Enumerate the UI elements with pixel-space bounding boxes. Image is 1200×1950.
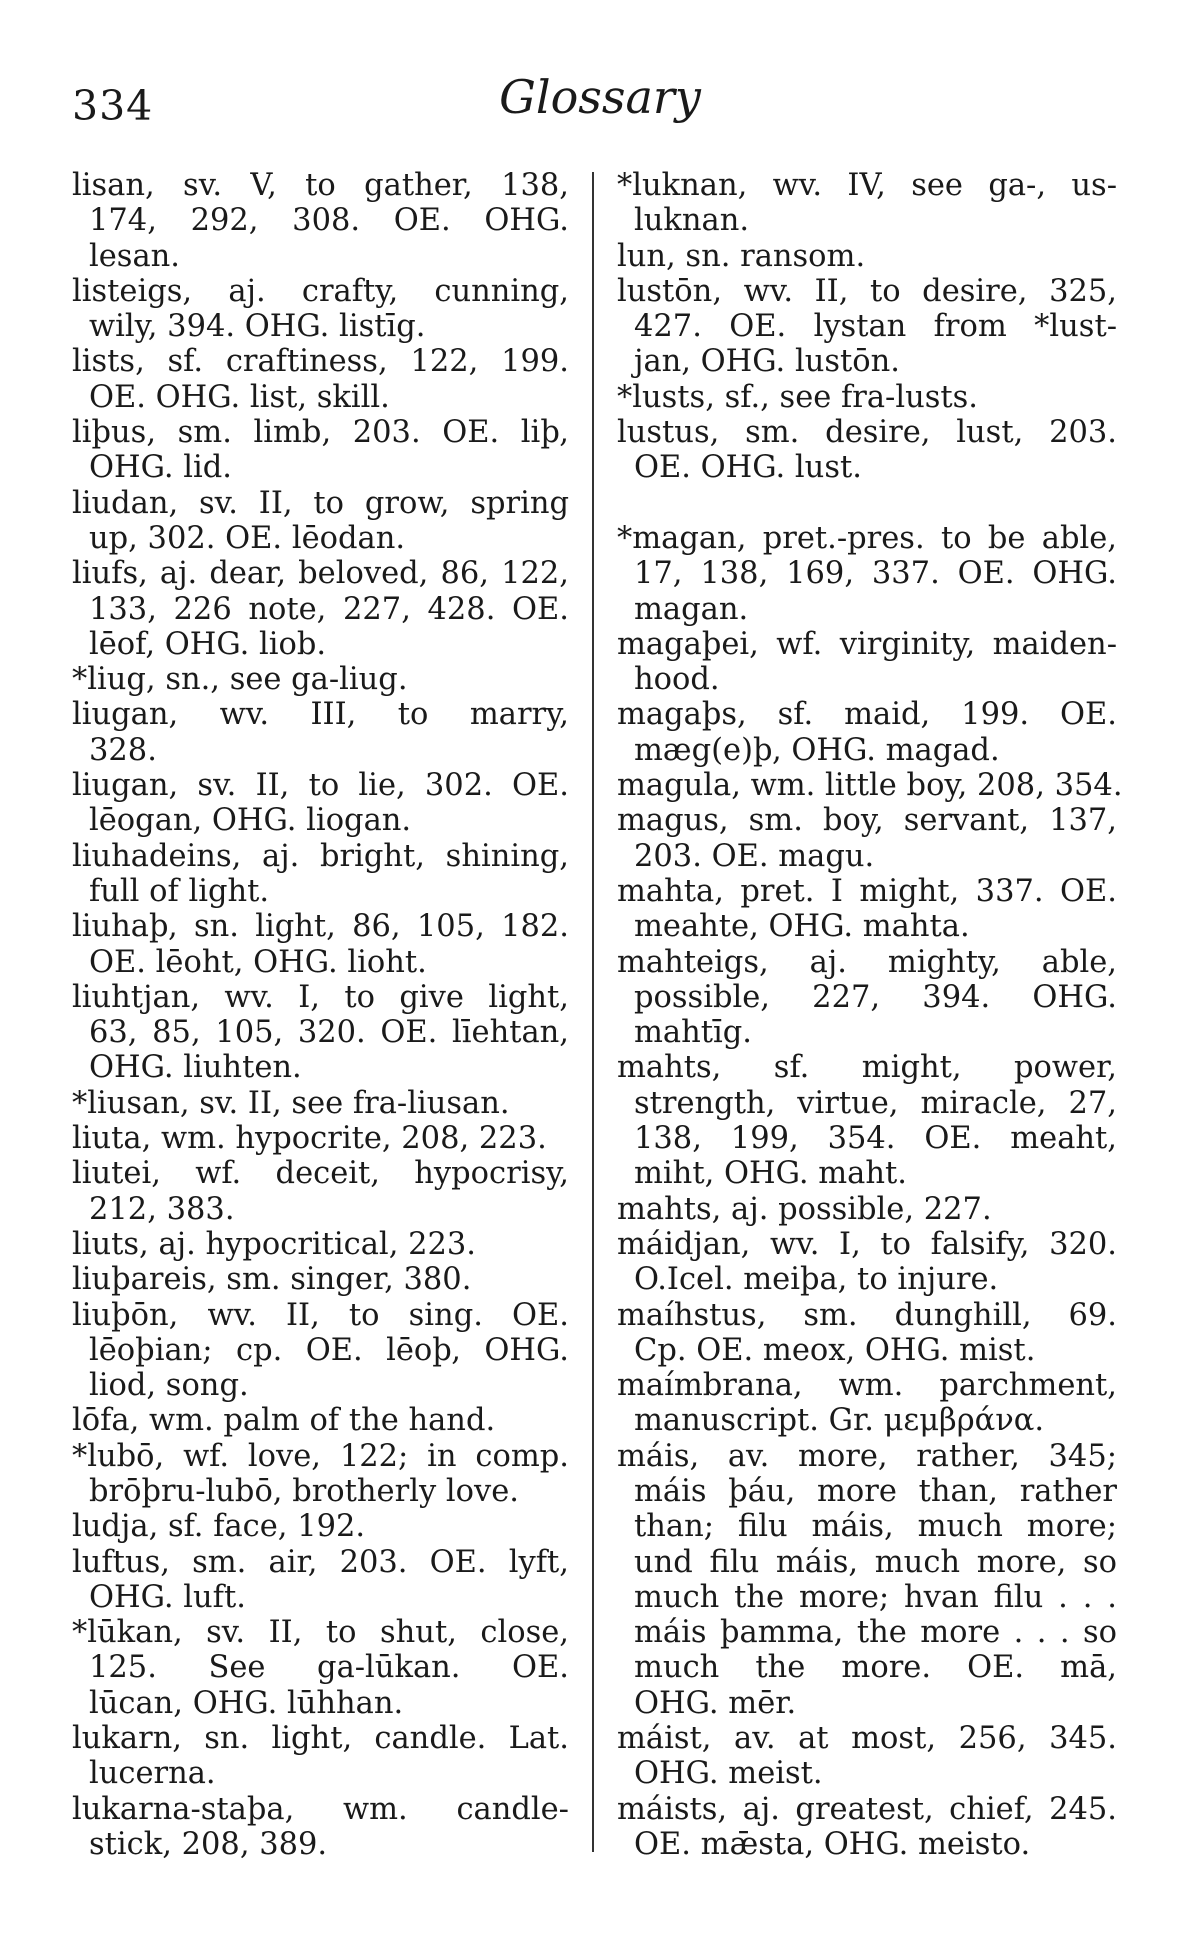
glossary-entry	[617, 697, 1117, 768]
entry-headline: *liusan, sv. II, see fra-liusan.	[72, 1085, 510, 1121]
running-title: Glossary	[499, 70, 701, 124]
entry-continuation: lūcan, OHG. lūhhan.	[89, 1685, 404, 1721]
entry-continuation: OE. OHG. list, skill.	[89, 379, 390, 415]
entry-continuation: 138, 199, 354. OE. meaht,	[634, 1121, 1117, 1157]
glossary-entry	[617, 874, 1117, 945]
entry-headline: magaþei, wf. virginity, maiden-	[617, 626, 1117, 662]
glossary-entry	[617, 1721, 1117, 1792]
entry-continuation: possible, 227, 394. OHG.	[634, 979, 1117, 1015]
entry-continuation: magan.	[634, 591, 749, 627]
entry-headline: maímbrana, wm. parchment,	[617, 1368, 1117, 1404]
glossary-entry	[72, 1721, 569, 1792]
glossary-entry	[72, 697, 569, 768]
entry-continuation: 133, 226 note, 227, 428. OE.	[89, 591, 569, 627]
entry-headline: máists, aj. greatest, chief, 245.	[617, 1791, 1117, 1827]
glossary-entry	[617, 415, 1117, 486]
glossary-entry	[617, 1050, 1117, 1191]
glossary-entry	[72, 1086, 569, 1121]
entry-headline: lun, sn. ransom.	[617, 238, 866, 274]
glossary-entry	[72, 344, 569, 415]
entry-headline: magaþs, sf. maid, 199. OE.	[617, 697, 1117, 733]
entry-headline: liutei, wf. deceit, hypocrisy,	[72, 1156, 569, 1192]
entry-continuation: máis þamma, the more . . . so	[634, 1615, 1117, 1651]
entry-headline: listeigs, aj. crafty, cunning,	[72, 273, 569, 309]
glossary-entry	[617, 380, 1117, 415]
glossary-entry	[617, 1227, 1117, 1298]
glossary-entry	[72, 839, 569, 910]
entry-continuation: hood.	[634, 662, 720, 698]
glossary-entry	[617, 521, 1117, 627]
glossary-entry	[617, 768, 1123, 804]
glossary-entry	[617, 1439, 1117, 1721]
entry-headline: liþus, sm. limb, 203. OE. liþ,	[72, 415, 569, 451]
entry-headline: liudan, sv. II, to grow, spring	[72, 485, 569, 521]
glossary-entry	[72, 768, 569, 839]
glossary-entry	[617, 1298, 1117, 1369]
entry-continuation: miht, OHG. maht.	[634, 1156, 907, 1192]
glossary-entry	[72, 1545, 569, 1616]
glossary-entry	[617, 1792, 1117, 1863]
page-number: 334	[72, 82, 154, 130]
entry-continuation: jan, OHG. lustōn.	[634, 344, 900, 380]
glossary-entry	[72, 168, 569, 274]
entry-headline: máidjan, wv. I, to falsify, 320.	[617, 1226, 1117, 1262]
entry-continuation: lesan.	[89, 238, 180, 274]
glossary-column-left	[72, 168, 569, 1862]
glossary-entry	[617, 274, 1117, 380]
glossary-entry	[72, 1439, 569, 1510]
entry-continuation: meahte, OHG. mahta.	[634, 909, 970, 945]
entry-headline: mahteigs, aj. mighty, able,	[617, 944, 1117, 980]
entry-continuation: luknan.	[634, 203, 750, 239]
entry-headline: liuhaþ, sn. light, 86, 105, 182.	[72, 909, 569, 945]
entry-headline: ludja, sf. face, 192.	[72, 1509, 366, 1545]
entry-continuation: OHG. liuhten.	[89, 1050, 302, 1086]
glossary-entry	[72, 1262, 569, 1297]
glossary-entry	[617, 1368, 1117, 1439]
entry-headline: liuþōn, wv. II, to sing. OE.	[72, 1297, 569, 1333]
glossary-entry	[617, 627, 1117, 698]
entry-headline: luftus, sm. air, 203. OE. lyft,	[72, 1544, 569, 1580]
glossary-entry	[72, 415, 569, 486]
glossary-entry	[72, 556, 569, 662]
entry-headline: liuhtjan, wv. I, to give light,	[72, 979, 569, 1015]
entry-headline: lōfa, wm. palm of the hand.	[72, 1403, 496, 1439]
entry-headline: *lubō, wf. love, 122; in comp.	[72, 1438, 569, 1474]
entry-headline: mahta, pret. I might, 337. OE.	[617, 873, 1117, 909]
glossary-entry	[72, 1509, 569, 1544]
entry-continuation: und filu máis, much more, so	[634, 1544, 1117, 1580]
entry-headline: *lūkan, sv. II, to shut, close,	[72, 1615, 569, 1651]
entry-headline: mahts, sf. might, power,	[617, 1050, 1117, 1086]
entry-headline: máist, av. at most, 256, 345.	[617, 1721, 1117, 1757]
glossary-entry	[72, 1615, 569, 1721]
entry-headline: liugan, wv. III, to marry,	[72, 697, 569, 733]
glossary-entry	[617, 239, 1117, 274]
entry-continuation: 125. See ga-lūkan. OE.	[89, 1650, 569, 1686]
glossary-column-right	[617, 168, 1123, 1862]
entry-continuation: OHG. mēr.	[634, 1685, 797, 1721]
entry-continuation: mahtīg.	[634, 1015, 752, 1051]
glossary-entry	[72, 1298, 569, 1404]
entry-headline: *magan, pret.-pres. to be able,	[617, 520, 1117, 556]
entry-headline: lists, sf. craftiness, 122, 199.	[72, 344, 569, 380]
entry-headline: liufs, aj. dear, beloved, 86, 122,	[72, 556, 569, 592]
glossary-entry	[72, 662, 569, 697]
glossary-entry	[72, 1403, 569, 1438]
entry-headline: mahts, aj. possible, 227.	[617, 1191, 992, 1227]
column-divider	[592, 172, 594, 1852]
entry-headline: liuhadeins, aj. bright, shining,	[72, 838, 569, 874]
entry-headline: *luknan, wv. IV, see ga-, us-	[617, 168, 1117, 203]
entry-headline: *liug, sn., see ga-liug.	[72, 662, 408, 698]
entry-continuation: OE. mǣsta, OHG. meisto.	[634, 1826, 1031, 1862]
entry-continuation: OHG. meist.	[634, 1756, 823, 1792]
entry-continuation: 328.	[89, 732, 157, 768]
entry-continuation: than; filu máis, much more;	[634, 1509, 1117, 1545]
entry-continuation: brōþru-lubō, brotherly love.	[89, 1473, 519, 1509]
entry-continuation: lēoþian; cp. OE. lēoþ, OHG.	[89, 1332, 569, 1368]
glossary-entry	[72, 1156, 569, 1227]
entry-continuation: strength, virtue, miracle, 27,	[634, 1085, 1117, 1121]
section-gap	[617, 486, 1117, 521]
entry-continuation: much the more; hvan filu . . .	[634, 1579, 1117, 1615]
glossary-entry	[72, 486, 569, 557]
entry-continuation: OHG. lid.	[89, 450, 232, 486]
entry-headline: máis, av. more, rather, 345;	[617, 1438, 1117, 1474]
entry-headline: lukarn, sn. light, candle. Lat.	[72, 1721, 569, 1757]
glossary-entry	[72, 1227, 569, 1262]
glossary-entry	[617, 945, 1117, 1051]
entry-continuation: 203. OE. magu.	[634, 838, 875, 874]
entry-continuation: O.Icel. meiþa, to injure.	[634, 1262, 999, 1298]
glossary-entry	[72, 1792, 569, 1863]
entry-continuation: lēogan, OHG. liogan.	[89, 803, 412, 839]
glossary-entry	[72, 1121, 569, 1156]
entry-continuation: wily, 394. OHG. listīg.	[89, 309, 426, 345]
entry-continuation: Cp. OE. meox, OHG. mist.	[634, 1332, 1036, 1368]
entry-continuation: OE. lēoht, OHG. lioht.	[89, 944, 427, 980]
entry-continuation: OHG. luft.	[89, 1579, 246, 1615]
entry-continuation: máis þáu, more than, rather	[634, 1473, 1117, 1509]
glossary-entry	[617, 1192, 1117, 1227]
entry-headline: liuþareis, sm. singer, 380.	[72, 1262, 472, 1298]
entry-headline: maíhstus, sm. dunghill, 69.	[617, 1297, 1117, 1333]
entry-continuation: lucerna.	[89, 1756, 216, 1792]
entry-headline: magus, sm. boy, servant, 137,	[617, 803, 1117, 839]
entry-headline: *lusts, sf., see fra-lusts.	[617, 379, 978, 415]
glossary-entry	[617, 168, 1117, 239]
entry-continuation: 17, 138, 169, 337. OE. OHG.	[634, 556, 1117, 592]
glossary-entry	[72, 909, 569, 980]
glossary-entry	[617, 803, 1117, 874]
entry-headline: lukarna-staþa, wm. candle-	[72, 1791, 569, 1827]
entry-continuation: much the more. OE. mā,	[634, 1650, 1117, 1686]
entry-continuation: 427. OE. lystan from *lust-	[634, 309, 1117, 345]
entry-continuation: lēof, OHG. liob.	[89, 626, 327, 662]
entry-headline: liuts, aj. hypocritical, 223.	[72, 1226, 476, 1262]
entry-continuation: liod, song.	[89, 1368, 249, 1404]
entry-continuation: 63, 85, 105, 320. OE. līehtan,	[89, 1015, 569, 1051]
entry-continuation: 174, 292, 308. OE. OHG.	[89, 203, 569, 239]
glossary-entry	[72, 274, 569, 345]
entry-headline: liuta, wm. hypocrite, 208, 223.	[72, 1121, 547, 1157]
entry-continuation: OE. OHG. lust.	[634, 450, 862, 486]
entry-headline: lisan, sv. V, to gather, 138,	[72, 168, 569, 203]
entry-continuation: full of light.	[89, 873, 270, 909]
entry-continuation: manuscript. Gr. μεμβράνα.	[634, 1403, 1045, 1439]
entry-headline: lustus, sm. desire, lust, 203.	[617, 415, 1117, 451]
entry-continuation: mæg(e)þ, OHG. magad.	[634, 732, 1000, 768]
entry-continuation: stick, 208, 389.	[89, 1826, 328, 1862]
entry-headline: lustōn, wv. II, to desire, 325,	[617, 273, 1117, 309]
entry-headline: magula, wm. little boy, 208, 354.	[617, 768, 1123, 804]
glossary-entry	[72, 980, 569, 1086]
entry-headline: liugan, sv. II, to lie, 302. OE.	[72, 768, 569, 804]
entry-continuation: up, 302. OE. lēodan.	[89, 520, 406, 556]
entry-continuation: 212, 383.	[89, 1191, 235, 1227]
